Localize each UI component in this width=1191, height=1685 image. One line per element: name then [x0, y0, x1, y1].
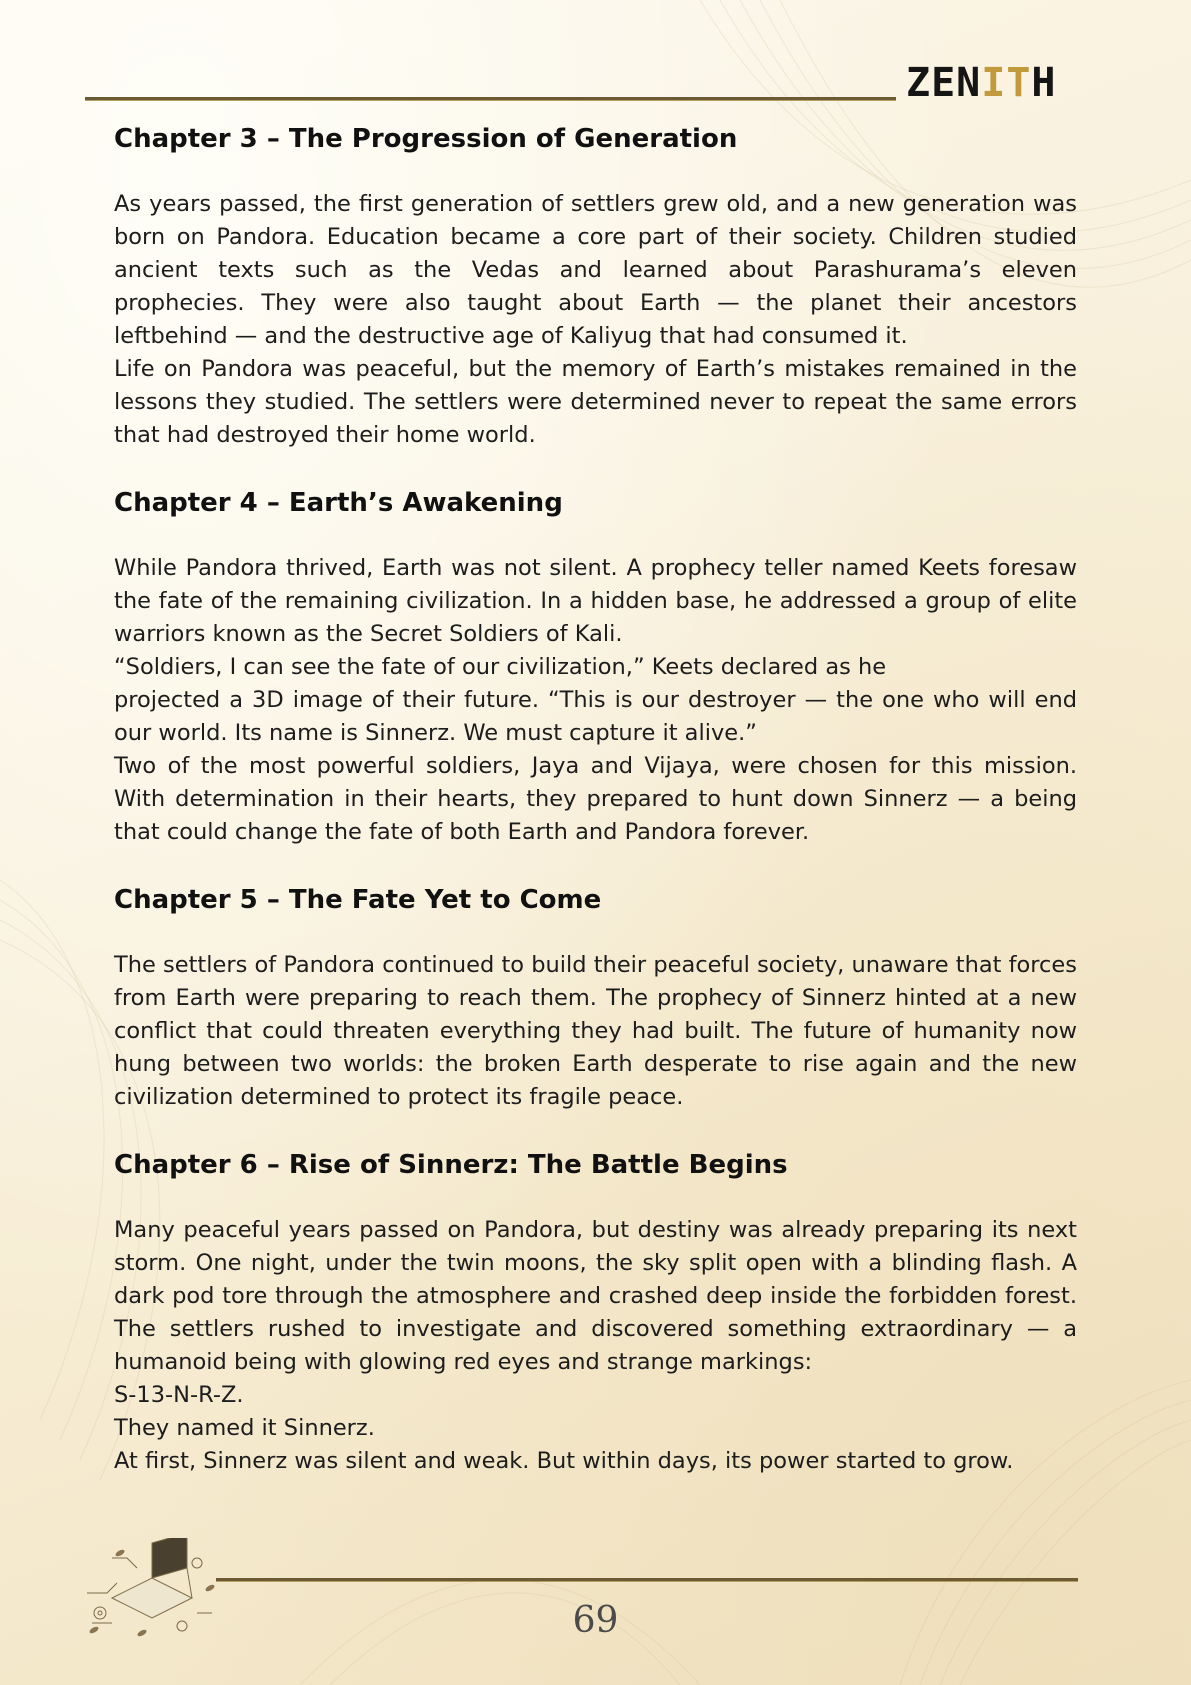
chapter-heading: Chapter 5 – The Fate Yet to Come [114, 885, 602, 915]
chapter-paragraph: At first, Sinnerz was silent and weak. But within days, its power started to grow. [114, 1448, 1014, 1474]
page-number: 69 [572, 1600, 619, 1641]
logo-text-prefix: ZEN [906, 60, 982, 106]
chapter-5-section [114, 883, 1077, 1114]
chapter-paragraph: S-13-N-R-Z. [114, 1382, 244, 1408]
chapter-paragraph: They named it Sinnerz. [114, 1415, 375, 1441]
chapter-heading: Chapter 4 – Earth’s Awakening [114, 488, 563, 518]
chapter-paragraph: While Pandora thrived, Earth was not silent. A prophecy teller named Keets foresaw the fate of the remaining civilization. In a hidden base, he addressed a group of elite warriors known as the Secret Soldiers of Kali. [114, 555, 1077, 647]
footer-rule [216, 1578, 1078, 1582]
zenith-logo [906, 62, 1057, 104]
chapter-paragraph: As years passed, the first generation of settlers grew old, and a new generation was born on Pandora. Education became a core part of their society. Children studied ancient texts such as the Vedas and learned about Parashurama’s eleven prophecies. They were also taught about Earth — the planet their ancestors leftbehind — and the destructive age of Kaliyug that had consumed it. [114, 191, 1077, 349]
header-rule [85, 97, 896, 101]
chapter-paragraph: Many peaceful years passed on Pandora, but destiny was already preparing its next storm. One night, under the twin moons, the sky split open with a blinding flash. A dark pod tore through the atmosphere and crashed deep inside the forbidden forest. The settlers rushed to investigate and discovered something extraordinary — a humanoid being with glowing red eyes and strange markings: [114, 1217, 1077, 1375]
chapter-paragraph: The settlers of Pandora continued to build their peaceful society, unaware that forces from Earth were preparing to reach them. The prophecy of Sinnerz hinted at a new conflict that could threaten everything they had built. The future of humanity now hung between two worlds: the broken Earth desperate to rise again and the new civilization determined to protect its fragile peace. [114, 952, 1077, 1110]
logo-text-suffix: H [1031, 60, 1057, 106]
chapter-paragraph: projected a 3D image of their future. “This is our destroyer — the one who will end our world. Its name is Sinnerz. We must capture it alive.” [114, 687, 1077, 746]
chapter-heading: Chapter 3 – The Progression of Generation [114, 124, 738, 154]
chapter-paragraph: “Soldiers, I can see the fate of our civilization,” Keets declared as he [114, 654, 887, 680]
chapter-heading: Chapter 6 – Rise of Sinnerz: The Battle Begins [114, 1150, 788, 1180]
logo-text-accent: IT [981, 60, 1032, 106]
chapter-paragraph: Two of the most powerful soldiers, Jaya and Vijaya, were chosen for this mission. With determination in their hearts, they prepared to hunt down Sinnerz — a being that could change the fate of both Earth and Pandora forever. [114, 753, 1077, 845]
chapter-4-section [114, 486, 1077, 849]
chapter-3-section [114, 122, 1077, 452]
chapter-6-section [114, 1148, 1077, 1478]
chapter-paragraph: Life on Pandora was peaceful, but the memory of Earth’s mistakes remained in the lessons they studied. The settlers were determined never to repeat the same errors that had destroyed their home world. [114, 356, 1077, 448]
page-content [114, 122, 1077, 1512]
